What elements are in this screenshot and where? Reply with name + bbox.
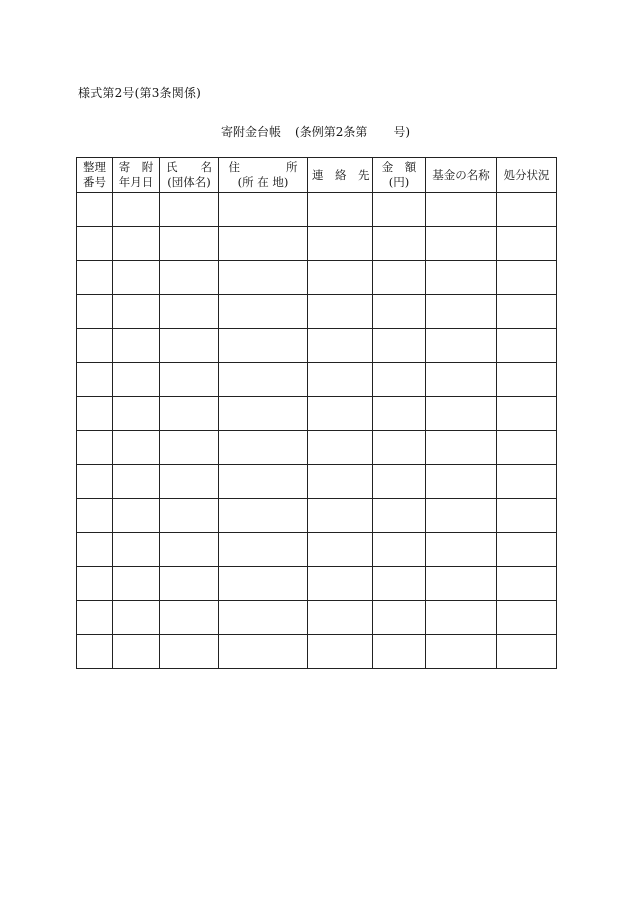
table-cell[interactable] <box>160 635 219 669</box>
table-cell[interactable] <box>373 295 426 329</box>
form-number: 様式第2号(第3条関係) <box>78 86 202 100</box>
table-cell[interactable] <box>77 363 113 397</box>
table-cell[interactable] <box>77 601 113 635</box>
table-cell[interactable] <box>497 601 557 635</box>
table-cell[interactable] <box>426 465 497 499</box>
table-cell[interactable] <box>160 193 219 227</box>
table-cell[interactable] <box>426 397 497 431</box>
table-cell[interactable] <box>373 227 426 261</box>
table-cell[interactable] <box>160 261 219 295</box>
table-cell[interactable] <box>77 635 113 669</box>
table-cell[interactable] <box>308 601 373 635</box>
table-cell[interactable] <box>426 431 497 465</box>
ledger-title-ref-close: 号) <box>393 125 411 139</box>
table-cell[interactable] <box>77 295 113 329</box>
table-cell[interactable] <box>219 295 308 329</box>
table-cell[interactable] <box>497 227 557 261</box>
col-header-name <box>160 158 219 193</box>
table-cell[interactable] <box>219 261 308 295</box>
table-cell[interactable] <box>308 397 373 431</box>
table-cell[interactable] <box>426 601 497 635</box>
table-cell[interactable] <box>308 329 373 363</box>
table-cell[interactable] <box>219 465 308 499</box>
table-cell[interactable] <box>426 567 497 601</box>
table-cell[interactable] <box>219 635 308 669</box>
table-cell[interactable] <box>77 465 113 499</box>
table-cell[interactable] <box>497 635 557 669</box>
col-header-line: 寄 附 <box>118 160 154 174</box>
table-cell[interactable] <box>219 533 308 567</box>
col-header-line: 整理 <box>83 160 106 174</box>
table-cell[interactable] <box>497 363 557 397</box>
table-cell[interactable] <box>373 193 426 227</box>
table-row <box>77 397 557 431</box>
col-header-line: (円) <box>388 175 410 189</box>
table-cell[interactable] <box>219 329 308 363</box>
col-header-line: 処分状況 <box>503 167 550 182</box>
table-cell[interactable] <box>308 533 373 567</box>
col-header-line: 番号 <box>83 175 106 189</box>
table-cell[interactable] <box>113 363 160 397</box>
table-cell[interactable] <box>113 465 160 499</box>
table-cell[interactable] <box>426 295 497 329</box>
table-cell[interactable] <box>308 261 373 295</box>
table-cell[interactable] <box>497 295 557 329</box>
table-cell[interactable] <box>308 499 373 533</box>
col-header-fund-name <box>426 158 497 193</box>
table-cell[interactable] <box>113 567 160 601</box>
table-row <box>77 193 557 227</box>
table-cell[interactable] <box>77 533 113 567</box>
table-cell[interactable] <box>160 465 219 499</box>
table-cell[interactable] <box>160 329 219 363</box>
table-row <box>77 465 557 499</box>
table-cell[interactable] <box>426 499 497 533</box>
table-cell[interactable] <box>219 601 308 635</box>
table-row <box>77 363 557 397</box>
table-cell[interactable] <box>426 261 497 295</box>
table-cell[interactable] <box>113 397 160 431</box>
col-header-contact <box>308 158 373 193</box>
table-cell[interactable] <box>373 465 426 499</box>
table-cell[interactable] <box>77 227 113 261</box>
col-header-amount <box>373 158 426 193</box>
col-header-line: 住 所 <box>228 160 298 174</box>
table-cell[interactable] <box>219 193 308 227</box>
col-header-line: (所 在 地) <box>237 175 289 189</box>
table-cell[interactable] <box>308 465 373 499</box>
table-row <box>77 261 557 295</box>
table-cell[interactable] <box>113 601 160 635</box>
table-cell[interactable] <box>160 363 219 397</box>
table-row <box>77 329 557 363</box>
table-cell[interactable] <box>219 431 308 465</box>
table-row <box>77 227 557 261</box>
table-cell[interactable] <box>308 193 373 227</box>
table-cell[interactable] <box>497 499 557 533</box>
table-row <box>77 431 557 465</box>
table-row <box>77 533 557 567</box>
table-cell[interactable] <box>219 227 308 261</box>
table-cell[interactable] <box>160 499 219 533</box>
table-cell[interactable] <box>113 193 160 227</box>
table-cell[interactable] <box>113 329 160 363</box>
table-row <box>77 601 557 635</box>
table-cell[interactable] <box>160 567 219 601</box>
table-cell[interactable] <box>113 227 160 261</box>
table-cell[interactable] <box>113 295 160 329</box>
table-header-row <box>77 158 557 193</box>
table-cell[interactable] <box>219 567 308 601</box>
table-cell[interactable] <box>373 567 426 601</box>
table-cell[interactable] <box>497 465 557 499</box>
table-cell[interactable] <box>373 601 426 635</box>
table-cell[interactable] <box>77 499 113 533</box>
table-cell[interactable] <box>160 397 219 431</box>
table-cell[interactable] <box>426 635 497 669</box>
table-cell[interactable] <box>373 363 426 397</box>
table-cell[interactable] <box>308 431 373 465</box>
col-header-line: 金 額 <box>381 160 417 174</box>
table-row <box>77 295 557 329</box>
table-cell[interactable] <box>426 533 497 567</box>
table-cell[interactable] <box>373 533 426 567</box>
table-row <box>77 635 557 669</box>
table-cell[interactable] <box>497 193 557 227</box>
table-cell[interactable] <box>426 227 497 261</box>
table-cell[interactable] <box>77 431 113 465</box>
table-cell[interactable] <box>308 363 373 397</box>
table-cell[interactable] <box>426 363 497 397</box>
table-cell[interactable] <box>373 397 426 431</box>
ledger-title-ref-open: (条例第2条第 <box>295 125 368 139</box>
table-cell[interactable] <box>308 227 373 261</box>
col-header-line: (団体名) <box>167 175 211 189</box>
table-cell[interactable] <box>497 431 557 465</box>
table-cell[interactable] <box>160 533 219 567</box>
ledger-body <box>77 193 557 669</box>
table-cell[interactable] <box>373 261 426 295</box>
table-cell[interactable] <box>308 567 373 601</box>
table-cell[interactable] <box>160 295 219 329</box>
col-header-line: 氏 名 <box>166 160 212 174</box>
table-cell[interactable] <box>160 431 219 465</box>
table-cell[interactable] <box>113 431 160 465</box>
table-cell[interactable] <box>113 533 160 567</box>
table-cell[interactable] <box>160 601 219 635</box>
col-header-line: 基金の名称 <box>432 167 490 182</box>
table-cell[interactable] <box>426 329 497 363</box>
col-header-disposal-status <box>497 158 557 193</box>
table-row <box>77 567 557 601</box>
ledger-title <box>221 123 410 140</box>
table-cell[interactable] <box>308 295 373 329</box>
col-header-address <box>219 158 308 193</box>
table-cell[interactable] <box>373 635 426 669</box>
table-cell[interactable] <box>77 567 113 601</box>
table-cell[interactable] <box>373 431 426 465</box>
col-header-donation-date <box>113 158 160 193</box>
table-cell[interactable] <box>77 261 113 295</box>
table-cell[interactable] <box>497 567 557 601</box>
table-cell[interactable] <box>426 193 497 227</box>
ledger-title-main: 寄附金台帳 <box>221 125 282 139</box>
table-cell[interactable] <box>113 635 160 669</box>
table-cell[interactable] <box>497 533 557 567</box>
table-cell[interactable] <box>77 397 113 431</box>
table-cell[interactable] <box>113 261 160 295</box>
table-cell[interactable] <box>113 499 160 533</box>
col-header-serial-number <box>77 158 113 193</box>
table-cell[interactable] <box>373 329 426 363</box>
table-cell[interactable] <box>219 397 308 431</box>
table-cell[interactable] <box>219 363 308 397</box>
table-cell[interactable] <box>219 499 308 533</box>
table-cell[interactable] <box>497 397 557 431</box>
table-cell[interactable] <box>497 329 557 363</box>
table-cell[interactable] <box>373 499 426 533</box>
table-cell[interactable] <box>497 261 557 295</box>
table-row <box>77 499 557 533</box>
table-cell[interactable] <box>308 635 373 669</box>
donation-ledger-table <box>76 157 557 669</box>
table-cell[interactable] <box>160 227 219 261</box>
col-header-line: 連 絡 先 <box>312 167 370 182</box>
col-header-line: 年月日 <box>118 175 154 189</box>
table-cell[interactable] <box>77 329 113 363</box>
table-cell[interactable] <box>77 193 113 227</box>
